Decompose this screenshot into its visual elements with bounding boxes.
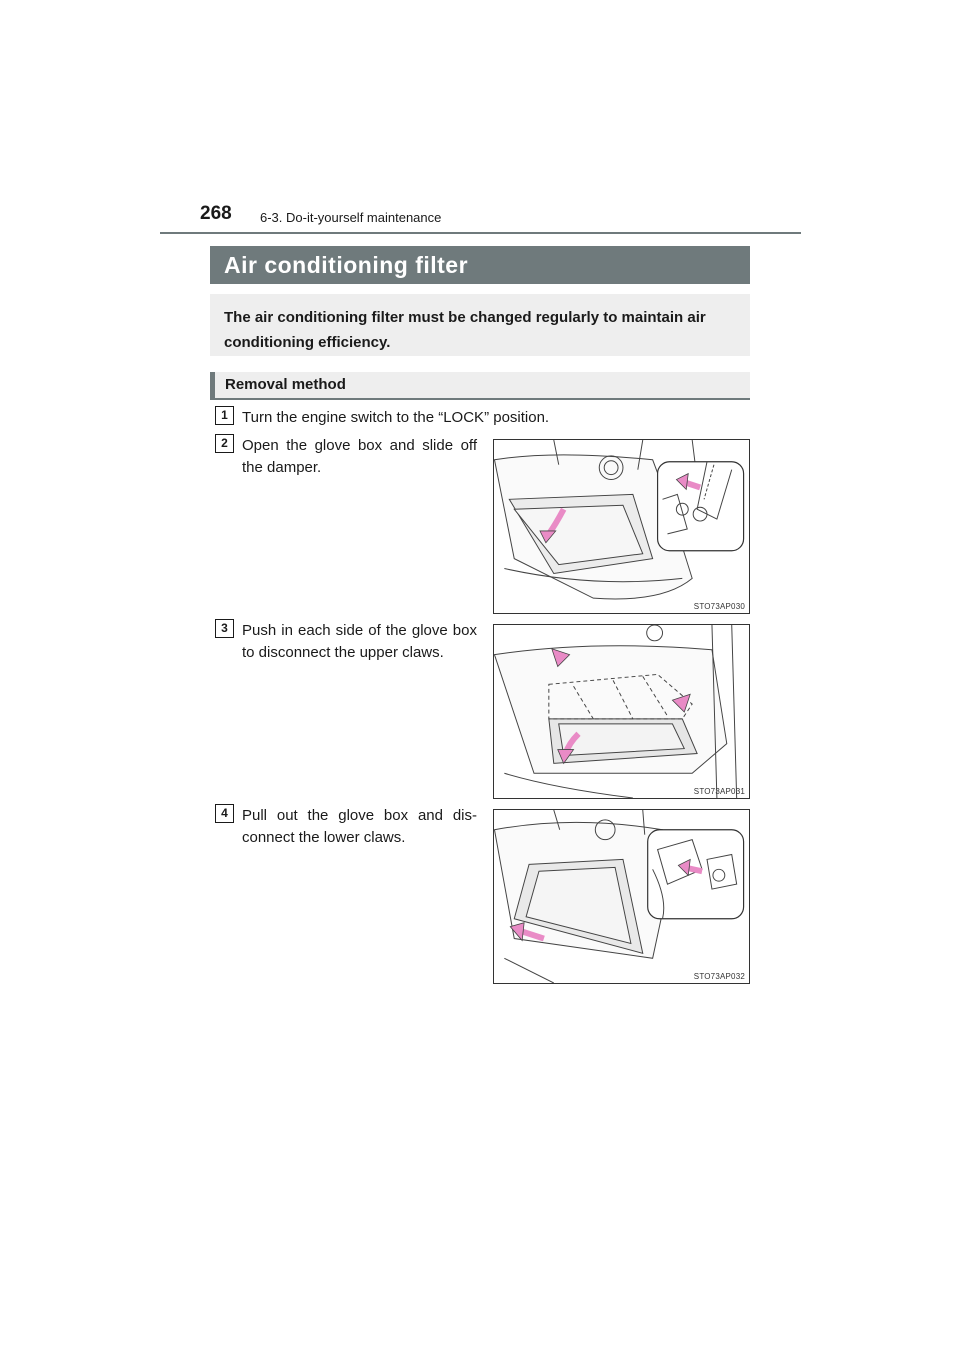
step-2-badge: 2 [215,434,234,453]
step-1-text: Turn the engine switch to the “LOCK” position. [242,409,550,426]
page-title: Air conditioning filter [210,246,750,284]
figure-glove-box-damper [493,439,750,614]
intro-box: The air conditioning filter must be changed regularly to maintain air conditioning efficiency. [210,294,750,356]
step-1-badge: 1 [215,406,234,425]
page-number: 268 [200,203,232,224]
header-rule [160,232,801,234]
step-2-text: Open the glove box and slide off the damper. [242,437,477,476]
step-4-text: Pull out the glove box and dis-connect the lower claws. [242,807,477,846]
step-3-text: Push in each side of the glove box to disconnect the upper claws. [242,622,477,661]
glove-box-lower-claws-illustration [494,810,749,983]
subsection-heading: Removal method [210,372,750,400]
figure-code: STO73AP032 [693,972,745,981]
glove-box-upper-claws-illustration [494,625,749,798]
glove-box-damper-illustration [494,440,749,613]
step-4-badge: 4 [215,804,234,823]
figure-code: STO73AP030 [693,602,745,611]
figure-glove-box-upper-claws [493,624,750,799]
figure-glove-box-lower-claws [493,809,750,984]
step-3-badge: 3 [215,619,234,638]
section-label: 6-3. Do-it-yourself maintenance [260,210,442,225]
figure-code: STO73AP031 [693,787,745,796]
